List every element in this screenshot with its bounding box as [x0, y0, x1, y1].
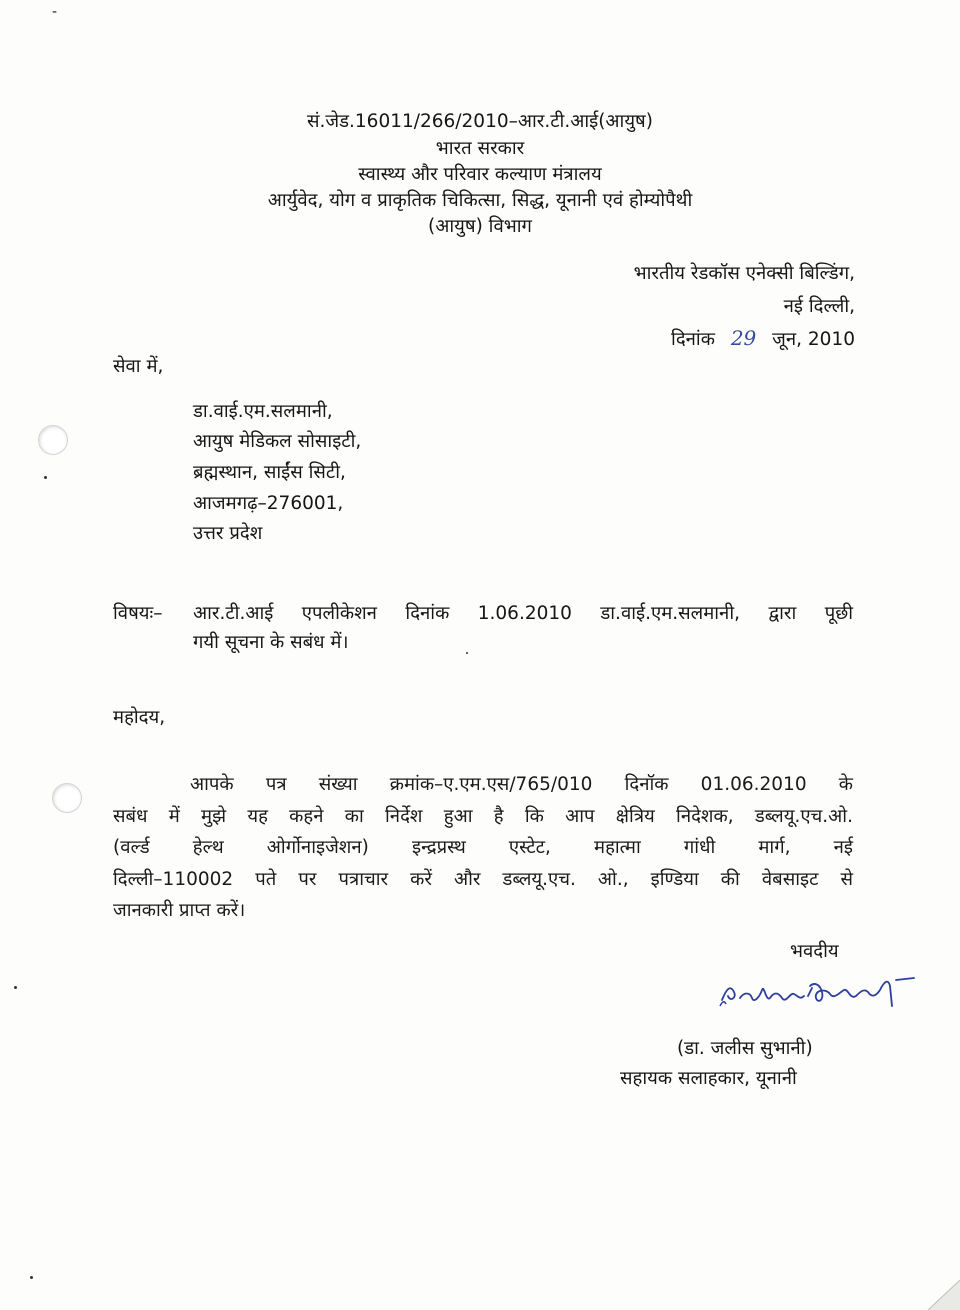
- recipient-organization: आयुष मेडिकल सोसाइटी,: [193, 431, 362, 452]
- scan-speck: [30, 1276, 33, 1279]
- recipient-name: डा.वाई.एम.सलमानी,: [193, 401, 333, 422]
- reference-number: सं.जेड.16011/266/2010–आर.टी.आई(आयुष): [307, 111, 653, 132]
- page-corner-fold: [920, 1280, 960, 1310]
- department-short-name: (आयुष) विभाग: [428, 216, 532, 237]
- valediction: भवदीय: [790, 941, 839, 962]
- handwritten-signature: [700, 962, 920, 1022]
- body-line-3: (वर्ल्ड हेल्थ ओर्गोनाइजेशन) इन्द्रप्रस्थ एस्टेट, महात्मा गांधी मार्ग, नई: [113, 837, 853, 858]
- body-line-2: सबंध में मुझे यह कहने का निर्देश हुआ है कि आप क्षेत्रिय निदेशक, डब्लयू.एच.ओ.: [113, 806, 853, 827]
- body-line-1: आपके पत्र संख्या क्रमांक–ए.एम.एस/765/010 दिनॉक 01.06.2010 के: [190, 774, 853, 795]
- recipient-city-pin: आजमगढ़–276001,: [193, 493, 344, 514]
- subject-line-2: गयी सूचना के सबंध में।: [193, 632, 349, 653]
- recipient-state: उत्तर प्रदेश: [193, 523, 263, 544]
- date-label: दिनांक: [671, 329, 715, 350]
- sender-city: नई दिल्ली,: [783, 296, 855, 317]
- punch-hole-bottom: [52, 783, 82, 813]
- subject-label: विषयः–: [113, 603, 163, 624]
- signatory-designation: सहायक सलाहकार, यूनानी: [620, 1068, 797, 1089]
- ministry-name: स्वास्थ्य और परिवार कल्याण मंत्रालय: [358, 164, 602, 185]
- top-mark: -: [52, 4, 58, 20]
- subject-line-1: आर.टी.आई एपलीकेशन दिनांक 1.06.2010 डा.वाई.एम.सलमानी, द्वारा पूछी: [193, 603, 853, 624]
- sender-building: भारतीय रेडकॉस एनेक्सी बिल्डिंग,: [633, 263, 855, 284]
- body-line-5: जानकारी प्राप्त करें।: [113, 900, 246, 921]
- department-full-name: आर्युवेद, योग व प्राकृतिक चिकित्सा, सिद्ध, यूनानी एवं होम्योपैथी: [267, 190, 693, 211]
- scan-speck: [14, 986, 17, 989]
- date-month-year: जून, 2010: [772, 329, 855, 350]
- date-day-handwritten: 29: [730, 326, 757, 350]
- scan-speck: [466, 652, 468, 654]
- greeting: महोदय,: [113, 707, 166, 728]
- punch-hole-top: [38, 425, 68, 455]
- recipient-locality: ब्रह्मस्थान, साईंस सिटी,: [193, 462, 346, 483]
- signatory-name: (डा. जलीस सुभानी): [677, 1038, 813, 1059]
- scan-speck: [44, 476, 47, 479]
- letter-date: [671, 326, 855, 352]
- salutation-to: सेवा में,: [113, 356, 164, 377]
- government-name: भारत सरकार: [435, 138, 525, 159]
- body-line-4: दिल्ली–110002 पते पर पत्राचार करें और डब्लयू.एच. ओ., इण्डिया की वेबसाइट से: [113, 869, 853, 890]
